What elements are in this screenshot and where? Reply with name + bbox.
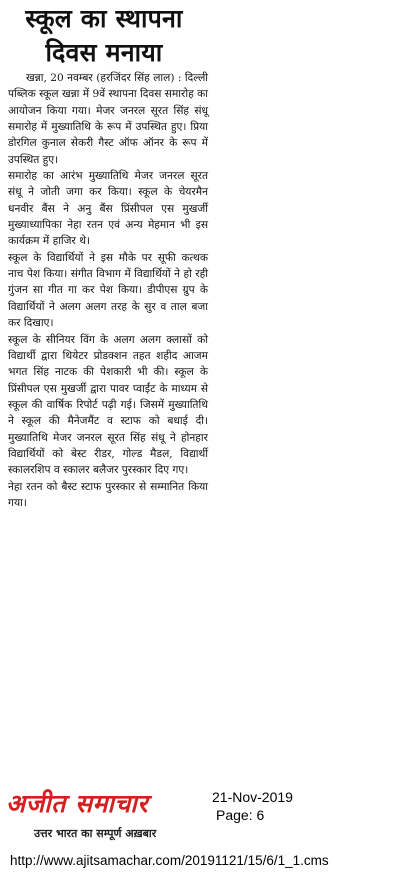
article-paragraph: समारोह का आरंभ मुख्यातिथि मेजर जनरल सूरत संधू ने जोती जगा कर किया। स्कूल के चेयरमैन धनवीर बैंस ने अनु बैंस प्रिंसीपल एस मुखर्जी मुख्याध्यापिका नेहा रतन एवं अन्य मेहमान भी इस कार्यक्रम में हाजिर थे। — [8, 170, 208, 248]
publication-meta — [212, 788, 400, 824]
article-paragraph: खन्ना, 20 नवम्बर (हरजिंदर सिंह लाल) : दिल्ली पब्लिक स्कूल खन्ना में 9वें स्थापना दिवस समारोह का आयोजन किया गया। मेजर जनरल सूरत सिंह संधू समारोह में मुख्यातिथि के रूप में उपस्थित हुए। प्रिया डोरगिल कुनाल सेकरी गैस्ट ऑफ ऑनर के रूप में उपस्थित हुए। — [8, 72, 208, 166]
publication-date: 21-Nov-2019 — [212, 789, 293, 805]
article-headline — [4, 2, 204, 70]
newspaper-masthead — [6, 789, 206, 847]
headline-line-2: दिवस मनाया — [45, 38, 163, 67]
article-paragraph: नेहा रतन को बैस्ट स्टाफ पुरस्कार से सम्मानित किया गया। — [8, 480, 208, 509]
headline-line-1: स्कूल का स्थापना — [25, 4, 183, 33]
page-number: Page: 6 — [216, 807, 265, 823]
newspaper-logo: अजीत समाचार — [6, 789, 148, 818]
article-paragraph: स्कूल के सीनियर विंग के अलग अलग क्लासों को विद्यार्थी द्वारा थियेटर प्रोडक्शन तहत शहीद आजम भगत सिंह नाटक की पेशकारी भी की। स्कूल के प्रिंसीपल एस मुखर्जी द्वारा पावर प्वाईंट के माध्यम से स्कूल की वार्षिक रिपोर्ट पढ़ी गई। जिसमें मुख्यातिथि ने स्कूल की मैनेजमैंट व स्टाफ को बधाई दी। मुख्यातिथि मेजर जनरल सूरत सिंह संधू ने होनहार विद्यार्थियों को बेस्ट रीडर, गोल्ड मैडल, विद्यार्थी स्कालरशिप व स्कालर बलैजर पुरस्कार दिए गए। — [8, 333, 208, 477]
article-body — [8, 70, 208, 511]
newspaper-tagline: उत्तर भारत का सम्पूर्ण अख़बार — [34, 827, 157, 840]
source-url: http://www.ajitsamachar.com/20191121/15/6/1_1.cms — [10, 853, 329, 868]
article-paragraph: स्कूल के विद्यार्थियों ने इस मौके पर सूफी कत्थक नाच पेश किया। संगीत विभाग में विद्यार्थियों ने हो रही गुंजन सा गीत गा कर पेश किया। डीपीएस ग्रुप के विद्यार्थियों ने अलग अलग तरह के सुर व ताल बजा कर दिखाए। — [8, 251, 208, 330]
